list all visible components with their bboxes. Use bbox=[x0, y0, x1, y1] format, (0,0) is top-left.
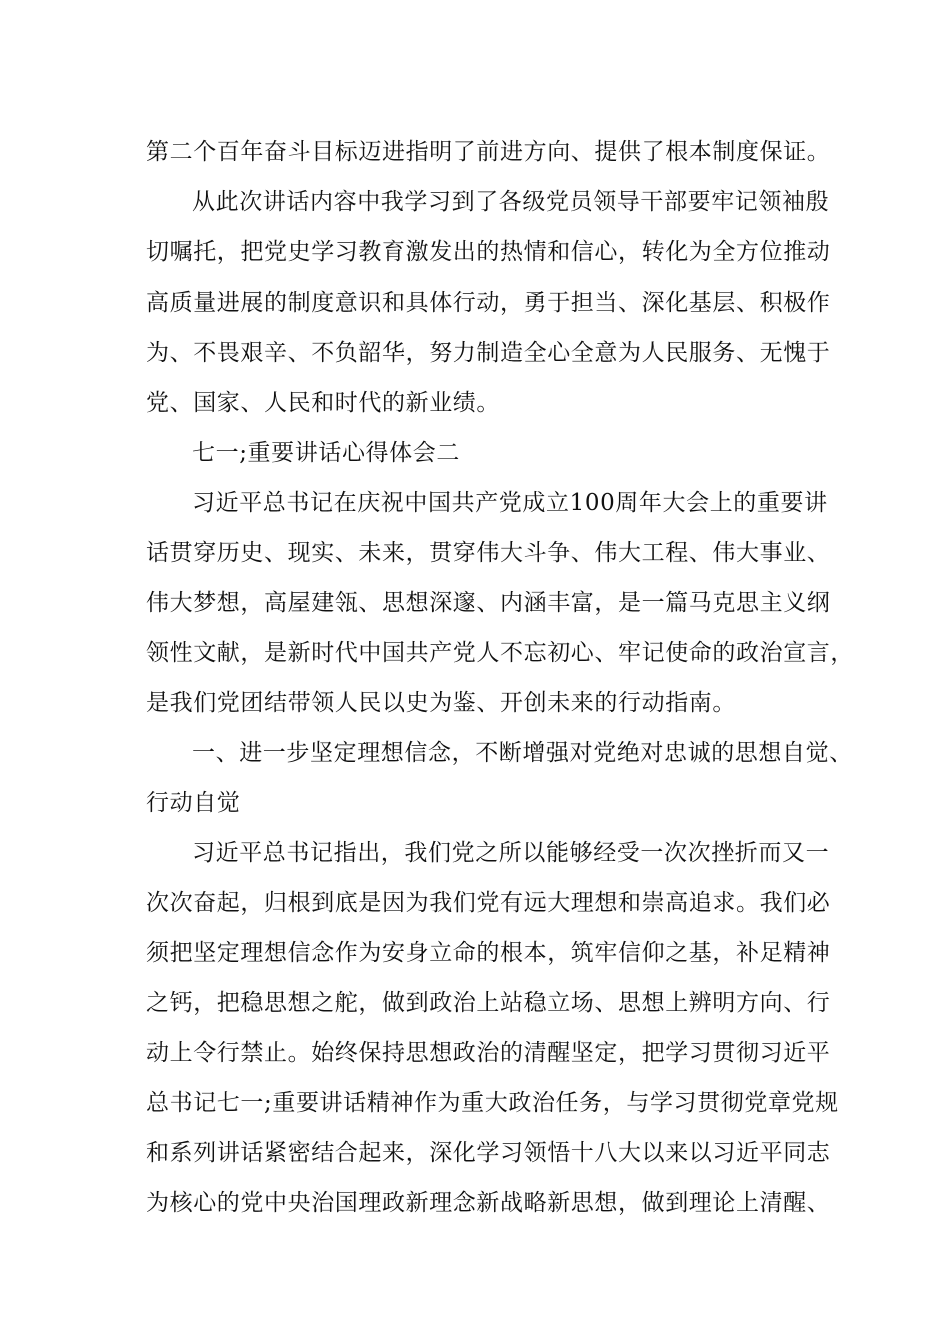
text-line: 为、不畏艰辛、不负韶华，努力制造全心全意为人民服务、无愧于 bbox=[146, 340, 831, 366]
text-line: 之钙，把稳思想之舵，做到政治上站稳立场、思想上辨明方向、行 bbox=[146, 990, 831, 1016]
text-line: 话贯穿历史、现实、未来，贯穿伟大斗争、伟大工程、伟大事业、 bbox=[146, 540, 831, 566]
section-heading: 七一;重要讲话心得体会二 bbox=[192, 440, 460, 466]
text-line: 高质量进展的制度意识和具体行动，勇于担当、深化基层、积极作 bbox=[146, 290, 831, 316]
paragraph-start: 从此次讲话内容中我学习到了各级党员领导干部要牢记领袖殷 bbox=[192, 189, 830, 215]
text-line: 总书记七一;重要讲话精神作为重大政治任务，与学习贯彻党章党规 bbox=[146, 1090, 839, 1116]
text-line: 次次奋起，归根到底是因为我们党有远大理想和崇高追求。我们必 bbox=[146, 890, 831, 916]
text-line: 为核心的党中央治国理政新理念新战略新思想，做到理论上清醒、 bbox=[146, 1190, 831, 1216]
text-line: 动上令行禁止。始终保持思想政治的清醒坚定，把学习贯彻习近平 bbox=[146, 1040, 831, 1066]
text-line: 伟大梦想，高屋建瓴、思想深邃、内涵丰富，是一篇马克思主义纲 bbox=[146, 590, 831, 616]
paragraph-start: 习近平总书记指出，我们党之所以能够经受一次次挫折而又一 bbox=[192, 840, 830, 866]
text-line: 行动自觉 bbox=[146, 790, 241, 816]
subheading: 一、进一步坚定理想信念，不断增强对党绝对忠诚的思想自觉、 bbox=[192, 740, 853, 766]
paragraph-start: 习近平总书记在庆祝中国共产党成立100周年大会上的重要讲 bbox=[192, 490, 828, 516]
text-line: 第二个百年奋斗目标迈进指明了前进方向、提供了根本制度保证。 bbox=[146, 139, 831, 165]
text-line: 领性文献，是新时代中国共产党人不忘初心、牢记使命的政治宣言， bbox=[146, 640, 854, 666]
text-line: 切嘱托，把党史学习教育激发出的热情和信心，转化为全方位推动 bbox=[146, 239, 831, 265]
text-line: 须把坚定理想信念作为安身立命的根本，筑牢信仰之基，补足精神 bbox=[146, 940, 831, 966]
text-line: 党、国家、人民和时代的新业绩。 bbox=[146, 390, 500, 416]
text-line: 是我们党团结带领人民以史为鉴、开创未来的行动指南。 bbox=[146, 690, 736, 716]
text-line: 和系列讲话紧密结合起来，深化学习领悟十八大以来以习近平同志 bbox=[146, 1140, 831, 1166]
